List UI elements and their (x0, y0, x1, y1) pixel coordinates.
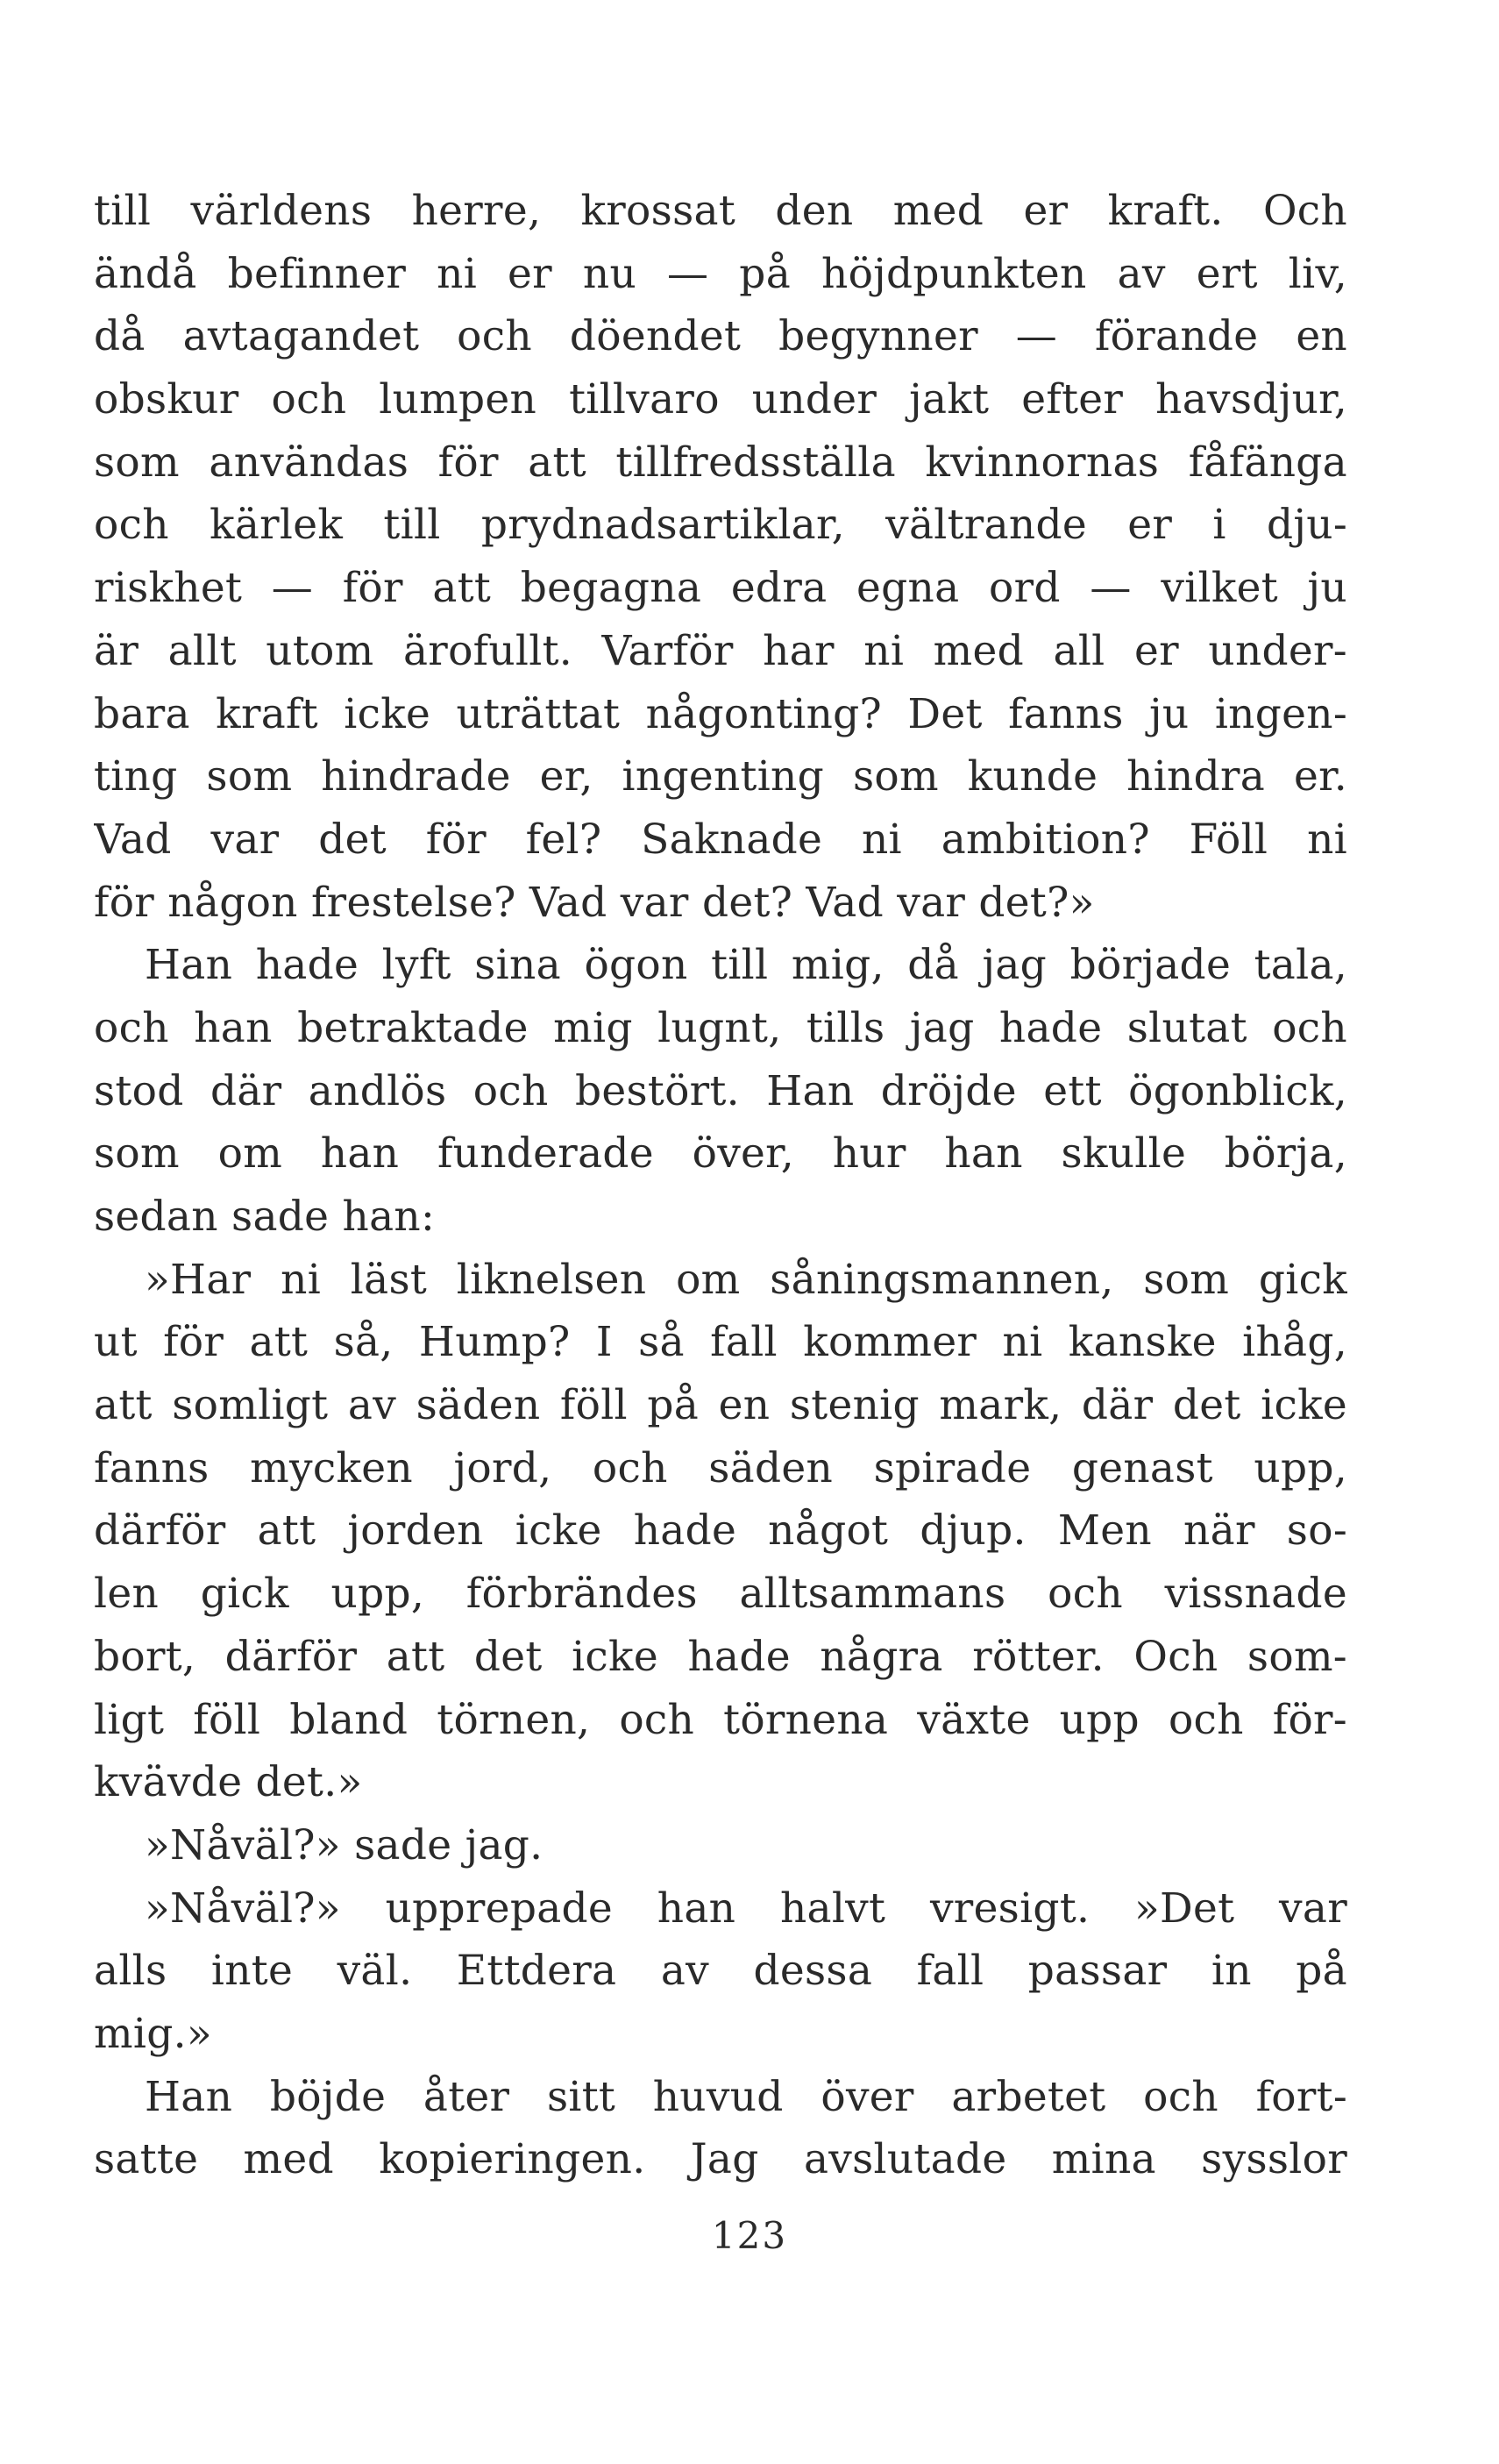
text-line: riskhet — för att begagna edra egna ord — vilket ju (94, 564, 1347, 613)
text-line: mig.» (94, 2009, 212, 2058)
text-line: ting som hindrade er, ingenting som kunde hindra er. (94, 752, 1347, 801)
text-line: för någon frestelse? Vad var det? Vad var det?» (94, 878, 1095, 927)
text-line: stod där andlös och bestört. Han dröjde ett ögonblick, (94, 1066, 1347, 1115)
text-line: till världens herre, krossat den med er kraft. Och (94, 187, 1347, 235)
text-line: ligt föll bland törnen, och törnena växte upp och för- (94, 1695, 1347, 1744)
text-line: att somligt av säden föll på en stenig mark, där det icke (94, 1381, 1347, 1430)
text-line: fanns mycken jord, och säden spirade genast upp, (94, 1443, 1347, 1492)
body-text (94, 180, 1347, 2191)
text-line: ändå befinner ni er nu — på höjdpunkten av ert liv, (94, 249, 1347, 298)
text-line: »Nåväl?» upprepade han halvt vresigt. »Det var (145, 1884, 1347, 1933)
page-number: 123 (711, 2214, 788, 2257)
text-line: ut för att så, Hump? I så fall kommer ni kanske ihåg, (94, 1318, 1347, 1367)
text-line: och kärlek till prydnadsartiklar, vältrande er i dju- (94, 501, 1347, 550)
text-line: alls inte väl. Ettdera av dessa fall passar in på (94, 1947, 1347, 1996)
text-line: och han betraktade mig lugnt, tills jag hade slutat och (94, 1003, 1347, 1052)
text-line: satte med kopieringen. Jag avslutade mina sysslor (94, 2135, 1347, 2184)
text-line: »Har ni läst liknelsen om såningsmannen, som gick (145, 1255, 1347, 1304)
text-line: därför att jorden icke hade något djup. Men när so- (94, 1506, 1347, 1556)
text-line: »Nåväl?» sade jag. (145, 1820, 543, 1869)
text-line: kvävde det.» (94, 1758, 363, 1807)
text-line: då avtagandet och döendet begynner — förande en (94, 312, 1347, 361)
text-line: Vad var det för fel? Saknade ni ambition? Föll ni (94, 815, 1347, 864)
text-line: obskur och lumpen tillvaro under jakt efter havsdjur, (94, 375, 1347, 424)
text-line: sedan sade han: (94, 1193, 436, 1241)
text-line: bara kraft icke uträttat någonting? Det fanns ju ingen- (94, 689, 1347, 738)
text-line: som användas för att tillfredsställa kvinnornas fåfänga (94, 438, 1347, 487)
text-line: är allt utom ärofullt. Varför har ni med all er under- (94, 626, 1347, 675)
text-line: len gick upp, förbrändes alltsammans och vissnade (94, 1570, 1347, 1619)
text-line: bort, därför att det icke hade några rötter. Och som- (94, 1632, 1347, 1681)
text-line: som om han funderade över, hur han skulle börja, (94, 1129, 1347, 1179)
text-line: Han hade lyft sina ögon till mig, då jag började tala, (145, 941, 1347, 990)
text-line: Han böjde åter sitt huvud över arbetet och fort- (145, 2072, 1347, 2121)
